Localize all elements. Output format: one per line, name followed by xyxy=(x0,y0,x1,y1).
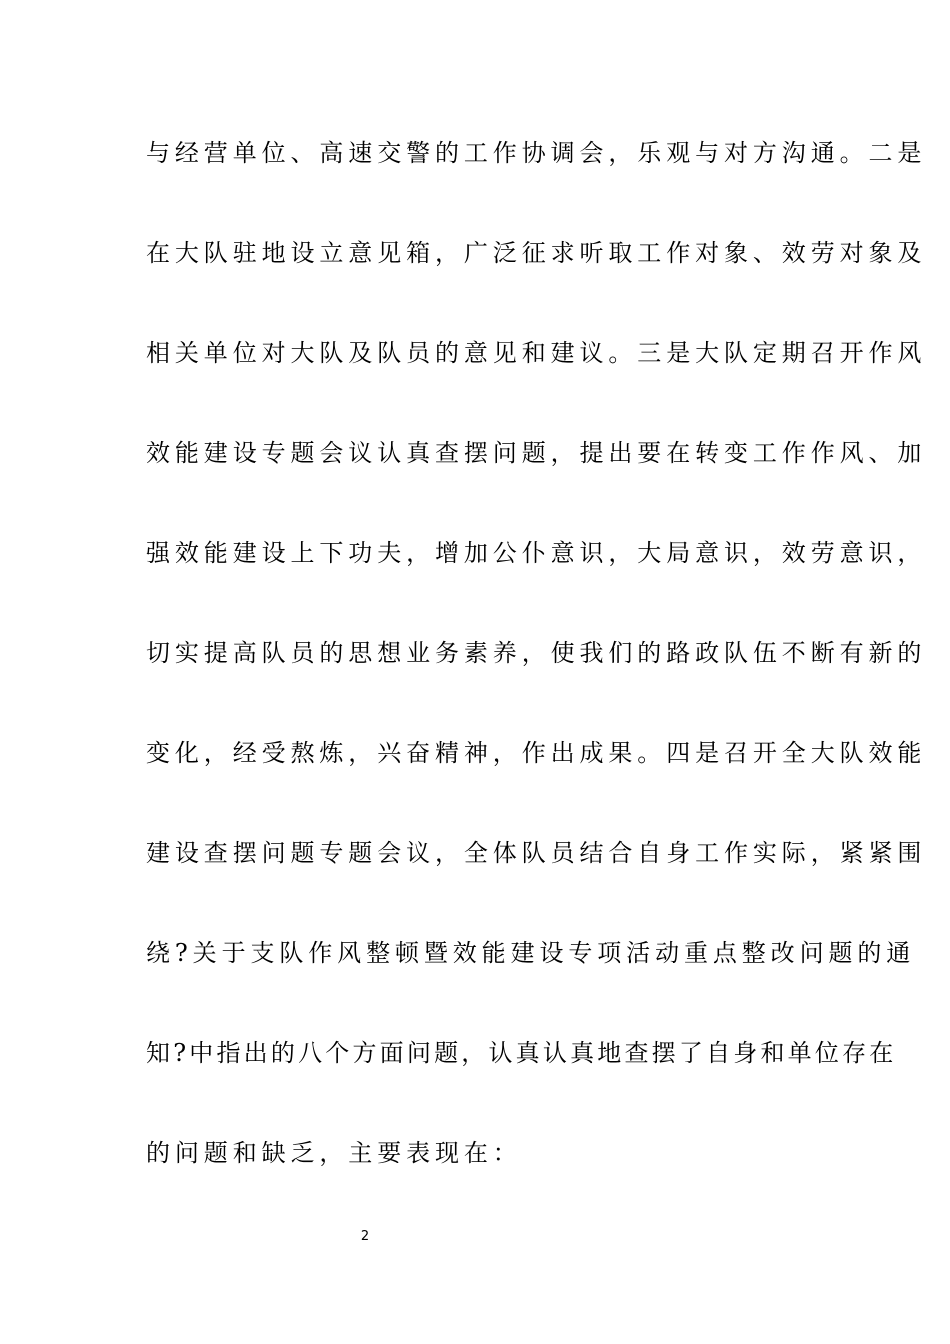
text-line: 知?中指出的八个方面问题，认真认真地查摆了自身和单位存在 xyxy=(146,1039,897,1067)
text-line: 效能建设专题会议认真查摆问题，提出要在转变工作作风、加 xyxy=(146,439,927,467)
text-line: 强效能建设上下功夫，增加公仆意识，大局意识，效劳意识， xyxy=(146,539,927,567)
text-line: 相关单位对大队及队员的意见和建议。三是大队定期召开作风 xyxy=(146,339,927,367)
text-line: 绕?关于支队作风整顿暨效能建设专项活动重点整改问题的通 xyxy=(146,939,916,967)
page-number: 2 xyxy=(360,1229,370,1244)
text-line: 的问题和缺乏，主要表现在： xyxy=(146,1139,522,1167)
text-line: 与经营单位、高速交警的工作协调会，乐观与对方沟通。二是 xyxy=(146,139,927,167)
body-text xyxy=(146,128,927,1228)
text-line: 在大队驻地设立意见箱，广泛征求听取工作对象、效劳对象及 xyxy=(146,239,927,267)
text-line: 建设查摆问题专题会议，全体队员结合自身工作实际，紧紧围 xyxy=(146,839,927,867)
text-line: 变化，经受熬炼，兴奋精神，作出成果。四是召开全大队效能 xyxy=(146,739,927,767)
text-line: 切实提高队员的思想业务素养，使我们的路政队伍不断有新的 xyxy=(146,639,927,667)
